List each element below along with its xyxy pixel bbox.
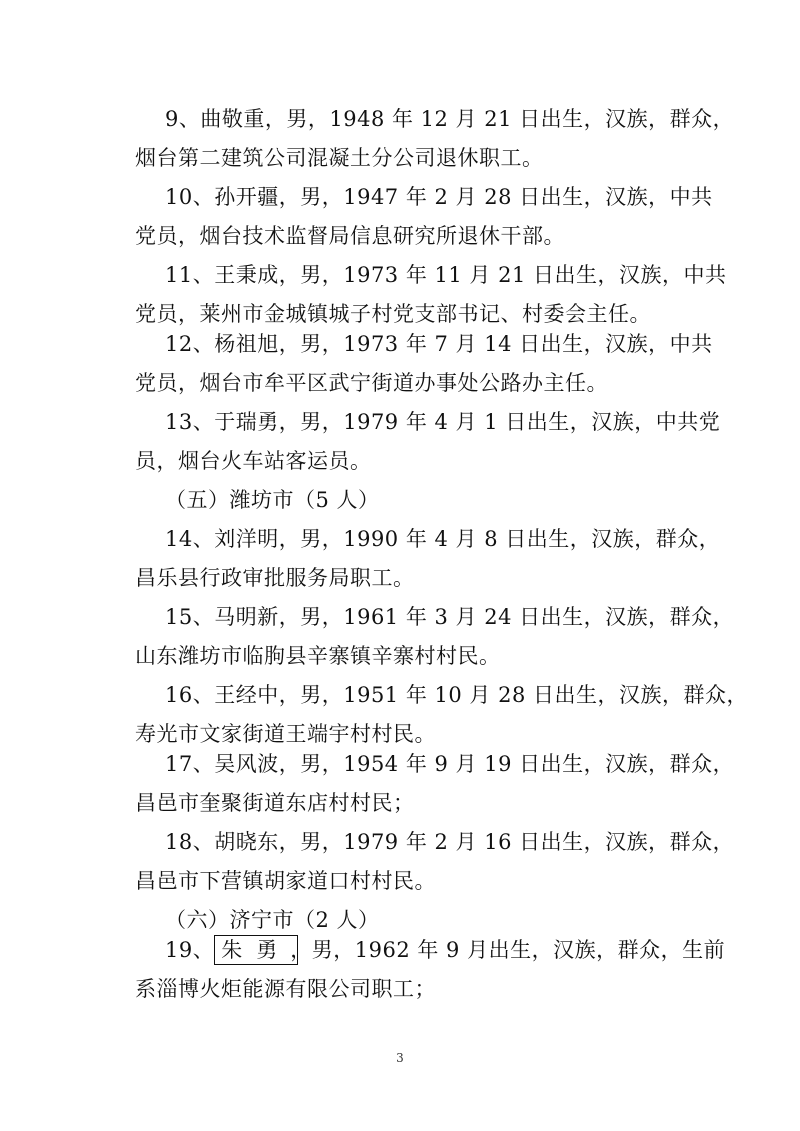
entry-9-line-1: 9、曲敬重，男，1948 年 12 月 21 日出生，汉族，群众， — [165, 107, 735, 131]
section-heading-weifang: （五）潍坊市（5 人） — [165, 488, 380, 512]
entry-9-line-2: 烟台第二建筑公司混凝土分公司退休职工。 — [135, 146, 544, 170]
entry-14-line-2: 昌乐县行政审批服务局职工。 — [135, 566, 415, 590]
entry-16-line-2: 寿光市文家街道王端宇村村民。 — [135, 722, 436, 746]
entry-11-line-1: 11、王秉成，男，1973 年 11 月 21 日出生，汉族，中共 — [165, 263, 727, 287]
entry-17-line-2: 昌邑市奎聚街道东店村村民； — [135, 791, 415, 815]
entry-15-line-1: 15、马明新，男，1961 年 3 月 24 日出生，汉族，群众， — [165, 605, 735, 629]
entry-18-line-2: 昌邑市下营镇胡家道口村村民。 — [135, 869, 436, 893]
entry-11-line-2: 党员，莱州市金城镇城子村党支部书记、村委会主任。 — [135, 302, 651, 326]
entry-19-number: 19、 — [165, 938, 215, 962]
entry-19-name-box: 朱勇 — [214, 935, 298, 965]
entry-19-line-2: 系淄博火炬能源有限公司职工； — [135, 977, 436, 1001]
entry-12-line-2: 党员，烟台市牟平区武宁街道办事处公路办主任。 — [135, 371, 608, 395]
entry-15-line-2: 山东潍坊市临朐县辛寨镇辛寨村村民。 — [135, 644, 501, 668]
entry-10-line-2: 党员，烟台技术监督局信息研究所退休干部。 — [135, 224, 565, 248]
entry-13-line-2: 员，烟台火车站客运员。 — [135, 449, 372, 473]
entry-13-line-1: 13、于瑞勇，男，1979 年 4 月 1 日出生，汉族，中共党 — [165, 410, 721, 434]
entry-16-line-1: 16、王经中，男，1951 年 10 月 28 日出生，汉族，群众， — [165, 683, 748, 707]
section-heading-jining: （六）济宁市（2 人） — [165, 908, 380, 932]
entry-19-line-1 — [165, 935, 726, 965]
entry-14-line-1: 14、刘洋明，男，1990 年 4 月 8 日出生，汉族，群众， — [165, 527, 721, 551]
entry-18-line-1: 18、胡晓东，男，1979 年 2 月 16 日出生，汉族，群众， — [165, 830, 735, 854]
page-number: 3 — [396, 1051, 404, 1065]
entry-10-line-1: 10、孙开疆，男，1947 年 2 月 28 日出生，汉族，中共 — [165, 185, 713, 209]
entry-17-line-1: 17、吴风波，男，1954 年 9 月 19 日出生，汉族，群众， — [165, 752, 735, 776]
entry-19-rest: ，男，1962 年 9 月出生，汉族，群众，生前 — [290, 938, 726, 962]
entry-12-line-1: 12、杨祖旭，男，1973 年 7 月 14 日出生，汉族，中共 — [165, 332, 713, 356]
